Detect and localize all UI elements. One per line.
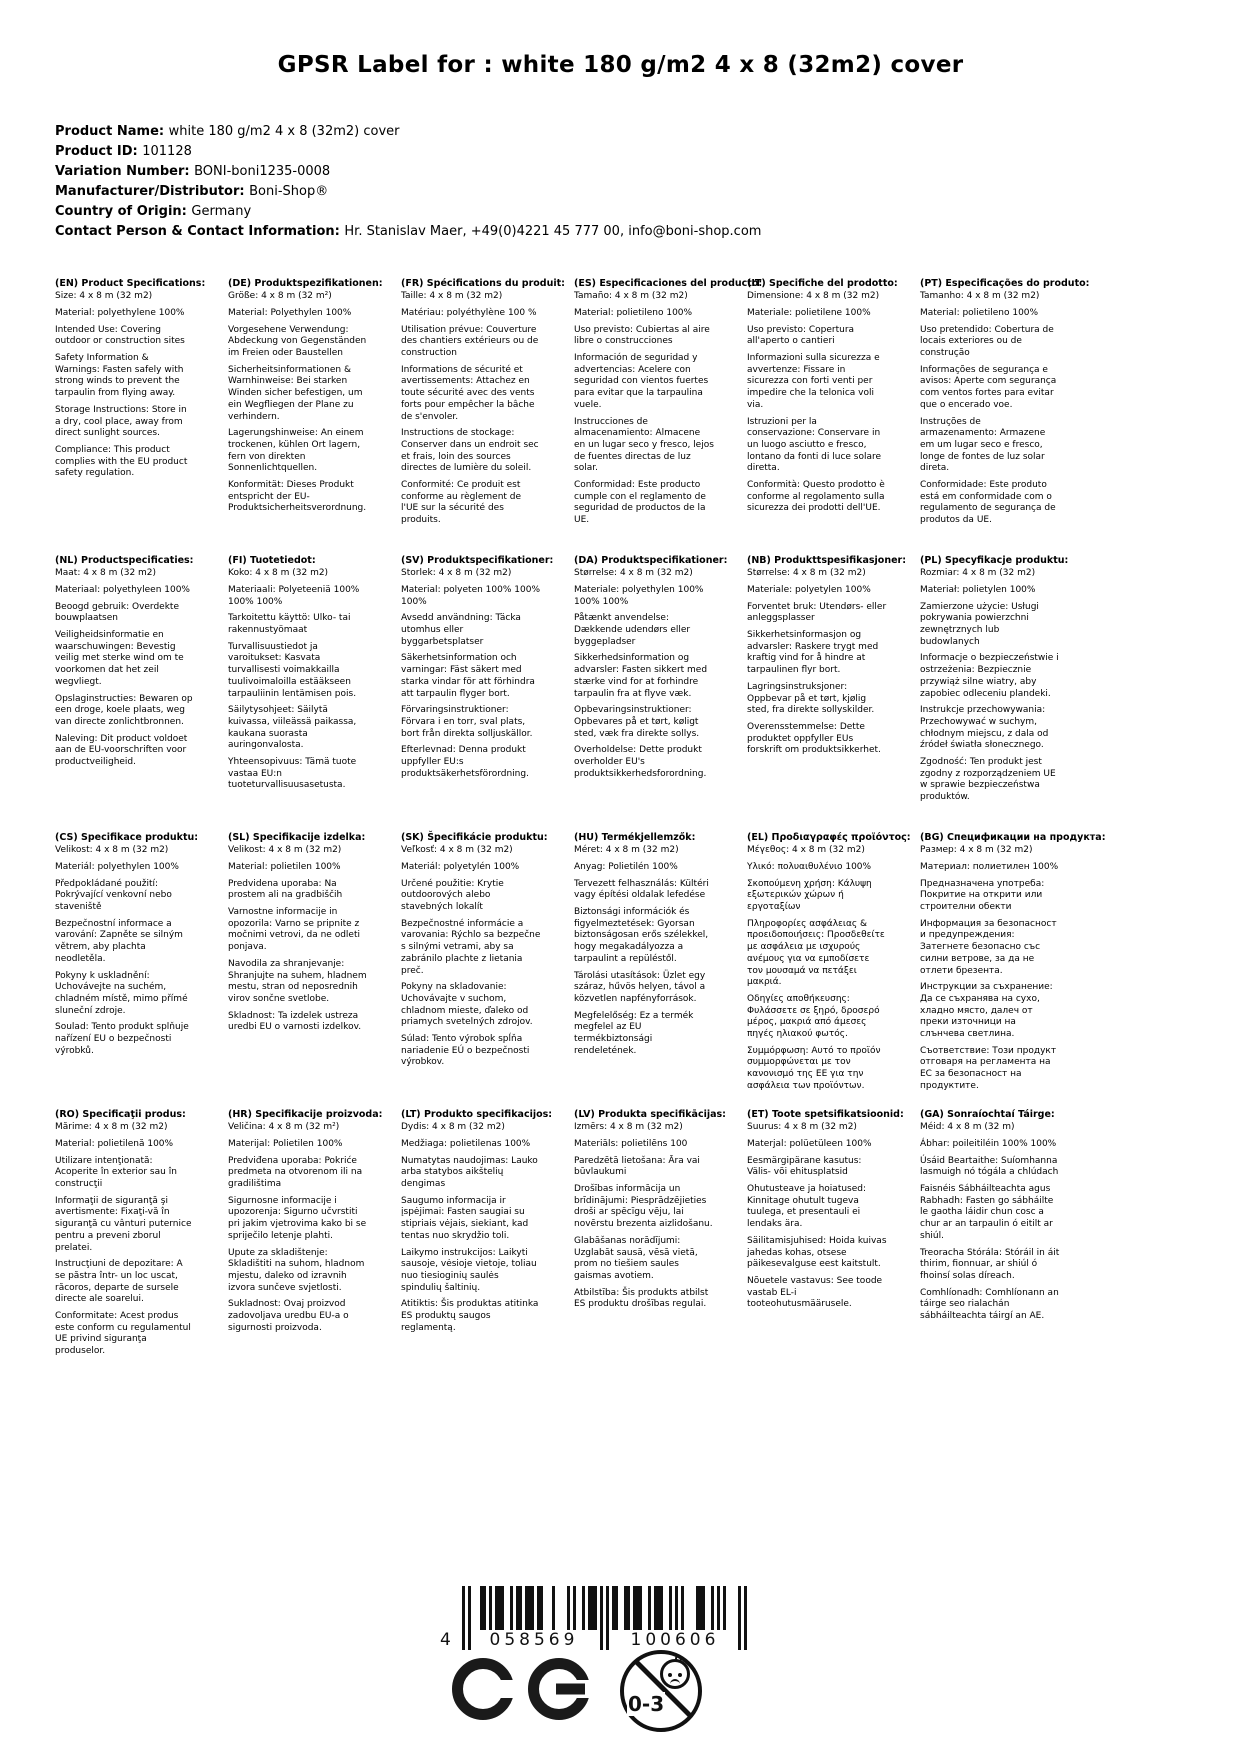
- spec-paragraph: Dimensione: 4 x 8 m (32 m2): [747, 291, 880, 302]
- spec-paragraph: Paredzētā lietošana: Āra vai būvlaukumi: [574, 1155, 700, 1178]
- product-info-row: [55, 142, 761, 162]
- spec-paragraph: Bezpečnostní informace a varování: Zapněte se silným větrem, aby plachta neodletěla.: [55, 918, 183, 964]
- spec-paragraph: Dydis: 4 x 8 m (32 m2): [401, 1122, 505, 1133]
- block-heading: (EN) Product Specifications:: [55, 278, 206, 289]
- spec-paragraph: Súlad: Tento výrobok spĺňa nariadenie EÚ o bezpečnosti výrobkov.: [401, 1033, 530, 1068]
- spec-paragraph: Laikymo instrukcijos: Laikyti sausoje, vėsioje vietoje, toliau nuo tiesioginių saulės spindulių šaltinių.: [401, 1247, 537, 1293]
- block-heading: (LT) Produkto specifikacijos:: [401, 1109, 553, 1120]
- spec-paragraph: Matériau: polyéthylène 100 %: [401, 308, 537, 319]
- language-block-sk: [401, 832, 548, 1109]
- spec-paragraph: Vorgesehene Verwendung: Abdeckung von Gegenständen im Freien oder Baustellen: [228, 324, 367, 359]
- block-heading: (DE) Produktspezifikationen:: [228, 278, 383, 289]
- product-info-label: Variation Number:: [55, 164, 195, 179]
- product-info-label: Product ID:: [55, 144, 143, 159]
- spec-paragraph: Materiale: polietilene 100%: [747, 308, 871, 319]
- spec-paragraph: Efterlevnad: Denna produkt uppfyller EU:s produktsäkerhetsförordning.: [401, 745, 529, 779]
- spec-paragraph: Medžiaga: polietilenas 100%: [401, 1139, 531, 1150]
- language-block-ga: [920, 1109, 1060, 1386]
- spec-paragraph: Påtænkt anvendelse: Dækkende udendørs eller byggepladser: [574, 613, 691, 647]
- spec-paragraph: Utilisation prévue: Couverture des chantiers extérieurs ou de construction: [401, 324, 539, 359]
- spec-paragraph: Compliance: This product complies with the EU product safety regulation.: [55, 444, 188, 479]
- spec-paragraph: Treoracha Stórála: Stóráil in áit thirim, fionnuar, ar shiúl ó fhoinsí solas díreach.: [920, 1247, 1060, 1281]
- spec-paragraph: Tárolási utasítások: Üzlet egy száraz, hűvös helyen, távol a közvetlen napfényforrások.: [574, 970, 706, 1004]
- page-title: GPSR Label for : white 180 g/m2 4 x 8 (32m2) cover: [277, 52, 964, 78]
- block-heading: (SV) Produktspecifikationer:: [401, 555, 554, 566]
- spec-paragraph: Инструкции за съхранение: Да се съхранява на сухо, хладно място, далеч от преки източници на слънчева светлина.: [920, 982, 1053, 1039]
- language-block-nl: [55, 555, 195, 832]
- block-heading: (FI) Tuotetiedot:: [228, 555, 316, 566]
- age-range-label: 0-3: [628, 1692, 665, 1716]
- block-heading: (SL) Specifikacije izdelka:: [228, 832, 366, 843]
- spec-paragraph: Material: Polyethylen 100%: [228, 308, 352, 319]
- spec-paragraph: Drošības informācija un brīdinājumi: Piesprādzējieties droši ar spēcīgu vēju, lai novērstu brezenta aizlidošanu.: [574, 1184, 713, 1230]
- block-heading: (NB) Produkttspesifikasjoner:: [747, 555, 907, 566]
- spec-paragraph: Safety Information & Warnings: Fasten safely with strong winds to prevent the tarpaulin from flying away.: [55, 353, 184, 399]
- spec-paragraph: Pokyny na skladovanie: Uchovávajte v suchom, chladnom mieste, ďaleko od priamych svetelných zdrojov.: [401, 982, 533, 1028]
- spec-paragraph: Ábhar: poileitiléin 100% 100%: [920, 1139, 1057, 1150]
- spec-paragraph: Размер: 4 x 8 m (32 m2): [920, 845, 1033, 856]
- spec-paragraph: Beoogd gebruik: Overdekte bouwplaatsen: [55, 601, 180, 624]
- block-heading: (DA) Produktspecifikationer:: [574, 555, 728, 566]
- spec-paragraph: Maat: 4 x 8 m (32 m2): [55, 568, 157, 579]
- barcode-left-digits: 058569: [471, 1630, 597, 1650]
- block-heading: (ES) Especificaciones del producto:: [574, 278, 763, 289]
- language-block-ro: [55, 1109, 195, 1386]
- spec-paragraph: Méid: 4 x 8 m (32 m): [920, 1122, 1015, 1133]
- spec-paragraph: Förvaringsinstruktioner: Förvara i en torr, sval plats, bort från direkta solljuskällor.: [401, 705, 533, 739]
- spec-paragraph: Información de seguridad y advertencias: Acelere con seguridad con vientos fuertes para evitar que la tarpaulina vuele.: [574, 353, 709, 410]
- spec-paragraph: Veiligheidsinformatie en waarschuwingen: Bevestig veilig met sterke wind om te voorkomen dat het zeil wegvliegt.: [55, 630, 184, 687]
- spec-paragraph: Storage Instructions: Store in a dry, cool place, away from direct sunlight sources.: [55, 404, 187, 439]
- ce-letter-c: [452, 1658, 514, 1720]
- block-heading: (RO) Specificaţii produs:: [55, 1109, 186, 1120]
- spec-paragraph: Anyag: Polietilén 100%: [574, 862, 678, 873]
- language-block-lt: [401, 1109, 553, 1386]
- spec-paragraph: Naleving: Dit product voldoet aan de EU-voorschriften voor productveiligheid.: [55, 733, 188, 767]
- spec-paragraph: Съответствие: Този продукт отговаря на регламента на ЕС за безопасност на продуктите.: [920, 1045, 1057, 1091]
- spec-paragraph: Zamierzone użycie: Usługi pokrywania powierzchni zewnętrznych lub budowlanych: [920, 601, 1039, 647]
- spec-paragraph: Conformitate: Acest produs este conform cu regulamentul UE privind siguranţa produselor.: [55, 1310, 191, 1357]
- spec-paragraph: Overholdelse: Dette produkt overholder EU's produktsikkerhedsforordning.: [574, 745, 707, 779]
- spec-paragraph: Material: polyeten 100% 100% 100%: [401, 585, 540, 607]
- spec-paragraph: Varnostne informacije in opozorila: Varno se pripnite z močnimi vetrovi, da ne odleti ponjava.: [228, 907, 360, 953]
- spec-paragraph: Forventet bruk: Utendørs- eller anleggsplasser: [747, 601, 887, 624]
- spec-paragraph: Conformité: Ce produit est conforme au règlement de l'UE sur la sécurité des produits.: [401, 479, 522, 526]
- spec-paragraph: Informações de segurança e avisos: Aperte com segurança com ventos fortes para evitar que o encerado voe.: [920, 364, 1057, 410]
- product-info-label: Manufacturer/Distributor:: [55, 184, 250, 199]
- language-block-cs: [55, 832, 199, 1109]
- block-heading: (HU) Termékjellemzők:: [574, 832, 696, 843]
- age-warning-0-3-icon: [620, 1650, 702, 1732]
- spec-paragraph: Materijal: Polietilen 100%: [228, 1139, 343, 1150]
- spec-paragraph: Comhlíonadh: Comhlíonann an táirge seo rialachán sábháilteachta táirgí an AE.: [920, 1287, 1059, 1321]
- block-heading: (HR) Specifikacije proizvoda:: [228, 1109, 383, 1120]
- language-block-fi: [228, 555, 368, 832]
- spec-paragraph: Upute za skladištenje: Skladištiti na suhom, hladnom mjestu, daleko od izravnih izvora sunčeve svjetlosti.: [228, 1247, 365, 1293]
- spec-paragraph: Materiaali: Polyeteeniä 100% 100% 100%: [228, 585, 360, 607]
- spec-paragraph: Materiál: polyethylen 100%: [55, 862, 179, 873]
- block-heading: (FR) Spécifications du produit:: [401, 278, 565, 289]
- language-block-nb: [747, 555, 907, 832]
- spec-paragraph: Méret: 4 x 8 m (32 m2): [574, 845, 679, 856]
- product-info-value: BONI-boni1235-0008: [194, 164, 331, 179]
- product-info-row: [55, 162, 761, 182]
- spec-paragraph: Pokyny k uskladnění: Uchovávejte na suchém, chladném místě, mimo přímé sluneční zdroje.: [55, 970, 188, 1016]
- spec-paragraph: Glabāšanas norādījumi: Uzglabāt sausā, vēsā vietā, prom no tiešiem saules gaismas avotiem.: [574, 1235, 698, 1281]
- spec-paragraph: Atitiktis: Šis produktas atitinka ES produktų saugos reglamentą.: [401, 1299, 539, 1333]
- spec-paragraph: Storlek: 4 x 8 m (32 m2): [401, 568, 512, 579]
- spec-paragraph: Nõuetele vastavus: See toode vastab EL-i tooteohutusmäärusele.: [747, 1275, 883, 1310]
- spec-paragraph: Biztonsági információk és figyelmeztetések: Gyorsan biztonságosan erős szélekkel, hogy megakadályozza a tarpaulint a repüléstől.: [574, 907, 709, 964]
- spec-paragraph: Tamanho: 4 x 8 m (32 m2): [920, 291, 1040, 302]
- block-heading: (ET) Toote spetsifikatsioonid:: [747, 1109, 904, 1120]
- spec-paragraph: Atbilstība: Šis produkts atbilst ES produktu drošības regulai.: [574, 1287, 709, 1310]
- spec-paragraph: Rozmiar: 4 x 8 m (32 m2): [920, 568, 1036, 579]
- spec-paragraph: Megfelelőség: Ez a termék megfelel az EU termékbiztonsági rendeletének.: [574, 1010, 694, 1056]
- spec-paragraph: Soulad: Tento produkt splňuje nařízení EU o bezpečnosti výrobků.: [55, 1022, 189, 1056]
- spec-paragraph: Suurus: 4 x 8 m (32 m2): [747, 1122, 857, 1133]
- spec-paragraph: Skladnost: Ta izdelek ustreza uredbi EU o varnosti izdelkov.: [228, 1010, 362, 1033]
- spec-paragraph: Mărime: 4 x 8 m (32 m2): [55, 1122, 168, 1133]
- spec-paragraph: Navodila za shranjevanje: Shranjujte na suhem, hladnem mestu, stran od neposrednih virov sončne svetlobe.: [228, 958, 367, 1004]
- spec-paragraph: Instruções de armazenamento: Armazene em um lugar seco e fresco, longe de fontes de luz solar direta.: [920, 416, 1046, 474]
- language-block-da: [574, 555, 728, 832]
- block-heading: (LV) Produkta specifikācijas:: [574, 1109, 726, 1120]
- spec-paragraph: Uso previsto: Copertura all'aperto o cantieri: [747, 324, 855, 347]
- spec-paragraph: Υλικό: πολυαιθυλένιο 100%: [747, 862, 872, 873]
- spec-paragraph: Velikost: 4 x 8 m (32 m2): [228, 845, 342, 856]
- spec-paragraph: Předpokládané použití: Pokrývající venkovní nebo staveniště: [55, 878, 172, 913]
- spec-paragraph: Bezpečnostné informácie a varovania: Rýchlo sa bezpečne s silnými vetrami, aby sa zabránilo plachte z lietania preč.: [401, 918, 541, 976]
- spec-paragraph: Uso pretendido: Cobertura de locais exteriores ou de construção: [920, 324, 1054, 359]
- spec-paragraph: Materiál: polyetylén 100%: [401, 862, 520, 873]
- block-heading: (GA) Sonraíochtaí Táirge:: [920, 1109, 1055, 1120]
- spec-paragraph: Instrucciones de almacenamiento: Almacene en un lugar seco y fresco, lejos de fuentes directas de luz solar.: [574, 416, 714, 474]
- language-block-de: [228, 278, 383, 555]
- spec-paragraph: Predvidena uporaba: Na prostem ali na gradbiščih: [228, 878, 343, 901]
- spec-paragraph: Σκοπούμενη χρήση: Κάλυψη εξωτερικών χώρων ή εργοταξίων: [747, 878, 872, 913]
- language-block-en: [55, 278, 206, 555]
- spec-paragraph: Instrukcje przechowywania: Przechowywać w suchym, chłodnym miejscu, z dala od źródeł światła słonecznego.: [920, 705, 1049, 751]
- spec-paragraph: Avsedd användning: Täcka utomhus eller byggarbetsplatser: [401, 613, 521, 647]
- spec-paragraph: Tarkoitettu käyttö: Ulko- tai rakennustyömaat: [228, 613, 351, 636]
- language-blocks-grid: [55, 278, 1106, 1386]
- language-block-it: [747, 278, 898, 555]
- spec-paragraph: Určené použitie: Krytie outdoorových alebo stavebných lokalít: [401, 878, 504, 913]
- spec-paragraph: Izmērs: 4 x 8 m (32 m2): [574, 1122, 683, 1133]
- block-heading: (SK) Špecifikácie produktu:: [401, 832, 548, 843]
- ean-barcode: [440, 1586, 770, 1656]
- spec-paragraph: Intended Use: Covering outdoor or construction sites: [55, 324, 185, 347]
- spec-paragraph: Istruzioni per la conservazione: Conservare in un luogo asciutto e fresco, lontano da fonti di luce solare diretta.: [747, 416, 882, 474]
- spec-paragraph: Информация за безопасност и предупреждения: Затегнете безопасно със силни ветрове, за да не отлети брезента.: [920, 918, 1057, 976]
- spec-paragraph: Μέγεθος: 4 x 8 m (32 m2): [747, 845, 865, 856]
- barcode-right-digits: 100606: [612, 1630, 738, 1650]
- language-block-fr: [401, 278, 565, 555]
- spec-paragraph: Opbevaringsinstruktioner: Opbevares på et tørt, køligt sted, væk fra direkte sollys.: [574, 705, 700, 739]
- spec-paragraph: Koko: 4 x 8 m (32 m2): [228, 568, 329, 579]
- barcode-module: [744, 1586, 747, 1650]
- spec-paragraph: Materiaal: polyethyleen 100%: [55, 585, 190, 596]
- spec-paragraph: Sicherheitsinformationen & Warnhinweise: Bei starken Winden sicher befestigen, um ein Wegfliegen der Plane zu verhindern.: [228, 364, 363, 422]
- spec-paragraph: Materiale: polyethylen 100% 100% 100%: [574, 585, 704, 607]
- block-heading: (NL) Productspecificaties:: [55, 555, 194, 566]
- spec-paragraph: Úsáid Beartaithe: Suíomhanna lasmuigh nó tógála a chlúdach: [920, 1155, 1059, 1178]
- baby-face-icon: [660, 1659, 690, 1689]
- product-info-row: [55, 222, 761, 242]
- product-info-label: Contact Person & Contact Information:: [55, 224, 345, 239]
- spec-paragraph: Material: polyethylene 100%: [55, 308, 185, 319]
- spec-paragraph: Sikkerhetsinformasjon og advarsler: Raskere trygt med kraftig vind for å hindre at tarpaulinen flyr bort.: [747, 630, 879, 676]
- spec-paragraph: Größe: 4 x 8 m (32 m²): [228, 291, 332, 302]
- barcode-first-digit: 4: [440, 1630, 451, 1650]
- product-info: [55, 122, 761, 242]
- language-block-et: [747, 1109, 904, 1386]
- language-block-hu: [574, 832, 714, 1109]
- block-heading: (EL) Προδιαγραφές προϊόντος:: [747, 832, 911, 843]
- spec-paragraph: Συμμόρφωση: Αυτό το προϊόν συμμορφώνεται με τον κανονισμό της ΕΕ για την ασφάλεια των προϊόντων.: [747, 1045, 881, 1091]
- spec-paragraph: Størrelse: 4 x 8 m (32 m2): [747, 568, 866, 579]
- spec-paragraph: Lagringsinstruksjoner: Oppbevar på et tørt, kjølig sted, fra direkte sollyskilder.: [747, 681, 875, 716]
- spec-paragraph: Säilytysohjeet: Säilytä kuivassa, viileässä paikassa, kaukana suorasta auringonvalosta.: [228, 705, 357, 751]
- spec-paragraph: Οδηγίες αποθήκευσης: Φυλάσσετε σε ξηρό, δροσερό μέρος, μακριά από άμεσες πηγές ηλιακού φωτός.: [747, 993, 880, 1039]
- language-block-pt: [920, 278, 1090, 555]
- block-heading: (PL) Specyfikacje produktu:: [920, 555, 1069, 566]
- spec-paragraph: Overensstemmelse: Dette produktet oppfyller EUs forskrift om produktsikkerhet.: [747, 721, 881, 756]
- spec-paragraph: Veličina: 4 x 8 m (32 m²): [228, 1122, 340, 1133]
- spec-paragraph: Material: polietilen 100%: [228, 862, 341, 873]
- product-info-value: Germany: [191, 204, 252, 219]
- spec-paragraph: Conformidad: Este producto cumple con el reglamento de seguridad de productos de la UE.: [574, 479, 706, 526]
- language-block-sl: [228, 832, 368, 1109]
- spec-paragraph: Saugumo informacija ir įspėjimai: Fasten saugiai su stipriais vėjais, siekiant, kad tentas nuo skrydžio toli.: [401, 1195, 529, 1241]
- spec-paragraph: Konformität: Dieses Produkt entspricht der EU-Produktsicherheitsverordnung.: [228, 479, 367, 514]
- spec-paragraph: Velikost: 4 x 8 m (32 m2): [55, 845, 169, 856]
- product-info-value: 101128: [142, 144, 192, 159]
- product-info-value: Boni-Shop®: [249, 184, 329, 199]
- ce-mark-icon: [452, 1658, 590, 1720]
- spec-paragraph: Sukladnost: Ovaj proizvod zadovoljava uredbu EU-a o sigurnosti proizvoda.: [228, 1299, 349, 1333]
- product-info-value: Hr. Stanislav Maer, +49(0)4221 45 777 00, info@boni-shop.com: [344, 224, 762, 239]
- language-block-lv: [574, 1109, 726, 1386]
- spec-paragraph: Predviđena uporaba: Pokriće predmeta na otvorenom ili na gradilištima: [228, 1155, 363, 1190]
- product-info-label: Product Name:: [55, 124, 169, 139]
- spec-paragraph: Предназначена употреба: Покритие на открити или строителни обекти: [920, 878, 1045, 913]
- spec-paragraph: Instructions de stockage: Conserver dans un endroit sec et frais, loin des sources directes de lumière du soleil.: [401, 428, 539, 474]
- spec-paragraph: Tervezett felhasználás: Kültéri vagy építési oldalak lefedése: [574, 878, 709, 901]
- product-info-value: white 180 g/m2 4 x 8 (32m2) cover: [168, 124, 400, 139]
- language-block-es: [574, 278, 763, 555]
- spec-paragraph: Eesmärgipärane kasutus: Välis- või ehitusplatsid: [747, 1155, 862, 1178]
- spec-paragraph: Materiāls: polietilēns 100: [574, 1139, 688, 1150]
- language-block-sv: [401, 555, 554, 832]
- spec-paragraph: Faisnéis Sábháilteachta agus Rabhadh: Fasten go sábháilte le gaotha láidir chun cosc a chur ar an tarpaulin ó eitilt ar shiúl.: [920, 1184, 1054, 1241]
- language-block-bg: [920, 832, 1106, 1109]
- spec-paragraph: Sigurnosne informacije i upozorenja: Sigurno učvrstiti pri jakim vjetrovima kako bi se spriječilo letenje plahti.: [228, 1195, 367, 1241]
- spec-paragraph: Säkerhetsinformation och varningar: Fäst säkert med starka vindar för att förhindra att tarpaulin flyger bort.: [401, 653, 535, 699]
- spec-paragraph: Numatytas naudojimas: Lauko arba statybos aikštelių dengimas: [401, 1155, 538, 1190]
- product-info-label: Country of Origin:: [55, 204, 192, 219]
- spec-paragraph: Size: 4 x 8 m (32 m2): [55, 291, 153, 302]
- spec-paragraph: Utilizare intenţionată: Acoperite în exterior sau în construcţii: [55, 1155, 177, 1190]
- spec-paragraph: Størrelse: 4 x 8 m (32 m2): [574, 568, 693, 579]
- spec-paragraph: Sikkerhedsinformation og advarsler: Fasten sikkert med stærke vind for at forhindre tarpaulin fra at flyve væk.: [574, 653, 708, 699]
- spec-paragraph: Uso previsto: Cubiertas al aire libre o construcciones: [574, 324, 710, 347]
- product-info-row: [55, 182, 761, 202]
- block-heading: (BG) Спецификации на продукта:: [920, 832, 1106, 843]
- spec-paragraph: Tamaño: 4 x 8 m (32 m2): [574, 291, 688, 302]
- spec-paragraph: Instrucţiuni de depozitare: A se păstra într- un loc uscat, răcoros, departe de sursele directe ale soarelui.: [55, 1259, 183, 1305]
- spec-paragraph: Lagerungshinweise: An einem trockenen, kühlen Ort lagern, fern von direkten Sonnenlichtquellen.: [228, 428, 364, 474]
- spec-paragraph: Veľkosť: 4 x 8 m (32 m2): [401, 845, 513, 856]
- spec-paragraph: Materiał: polietylen 100%: [920, 585, 1036, 596]
- spec-paragraph: Material: polietileno 100%: [920, 308, 1039, 319]
- spec-paragraph: Conformità: Questo prodotto è conforme al regolamento sulla sicurezza dei prodotti dell'UE.: [747, 479, 885, 514]
- language-block-pl: [920, 555, 1069, 832]
- spec-paragraph: Material: polietilenă 100%: [55, 1139, 174, 1150]
- spec-paragraph: Yhteensopivuus: Tämä tuote vastaa EU:n tuoteturvallisuusasetusta.: [228, 756, 357, 791]
- spec-paragraph: Materiale: polyetylen 100%: [747, 585, 871, 596]
- spec-paragraph: Informaţii de siguranţă şi avertismente: Fixaţi-vă în siguranţă cu vânturi puternice pentru a preveni zborul prelatei.: [55, 1195, 192, 1253]
- block-heading: (IT) Specifiche del prodotto:: [747, 278, 898, 289]
- ce-letter-e: [528, 1658, 590, 1720]
- block-heading: (PT) Especificações do produto:: [920, 278, 1090, 289]
- spec-paragraph: Opslaginstructies: Bewaren op een droge, koele plaats, weg van directe zonlichtbronnen.: [55, 693, 193, 727]
- block-heading: (CS) Specifikace produktu:: [55, 832, 199, 843]
- spec-paragraph: Informacje o bezpieczeństwie i ostrzeżenia: Bezpiecznie przywiąż silne wiatry, aby zapobiec odleceniu plandeki.: [920, 653, 1059, 699]
- spec-paragraph: Материал: полиетилен 100%: [920, 862, 1059, 873]
- spec-paragraph: Materjal: polüetüleen 100%: [747, 1139, 872, 1150]
- spec-paragraph: Informations de sécurité et avertissements: Attachez en toute sécurité avec des vents forts pour empêcher la bâche de s'envoler.: [401, 364, 535, 422]
- product-info-row: [55, 122, 761, 142]
- language-block-el: [747, 832, 911, 1109]
- prohibition-slash: [624, 1652, 700, 1730]
- spec-paragraph: Ohutusteave ja hoiatused: Kinnitage ohutult tugeva tuulega, et presentauli ei lendaks ära.: [747, 1184, 867, 1230]
- language-block-hr: [228, 1109, 383, 1386]
- spec-paragraph: Conformidade: Este produto está em conformidade com o regulamento de segurança de produtos da UE.: [920, 479, 1056, 526]
- spec-paragraph: Material: polietileno 100%: [574, 308, 693, 319]
- spec-paragraph: Πληροφορίες ασφάλειας & προειδοποιήσεις: Προσδεθείτε με ασφάλεια με ισχυρούς ανέμους για να εμποδίσετε τον μουσαμά να πετάξει μακριά.: [747, 918, 885, 988]
- product-info-row: [55, 202, 761, 222]
- spec-paragraph: Säilitamisjuhised: Hoida kuivas jahedas kohas, otsese päikesevalguse eest kaitstult.: [747, 1235, 887, 1270]
- spec-paragraph: Informazioni sulla sicurezza e avvertenze: Fissare in sicurezza con forti venti per impedire che la telonica voli via.: [747, 353, 880, 410]
- spec-paragraph: Taille: 4 x 8 m (32 m2): [401, 291, 503, 302]
- spec-paragraph: Turvallisuustiedot ja varoitukset: Kasvata turvallisesti voimakkailla tuulivoimaloilla estääkseen tarpauliinin lentämisen pois.: [228, 641, 357, 699]
- spec-paragraph: Zgodność: Ten produkt jest zgodny z rozporządzeniem UE w sprawie bezpieczeństwa produktów.: [920, 756, 1056, 803]
